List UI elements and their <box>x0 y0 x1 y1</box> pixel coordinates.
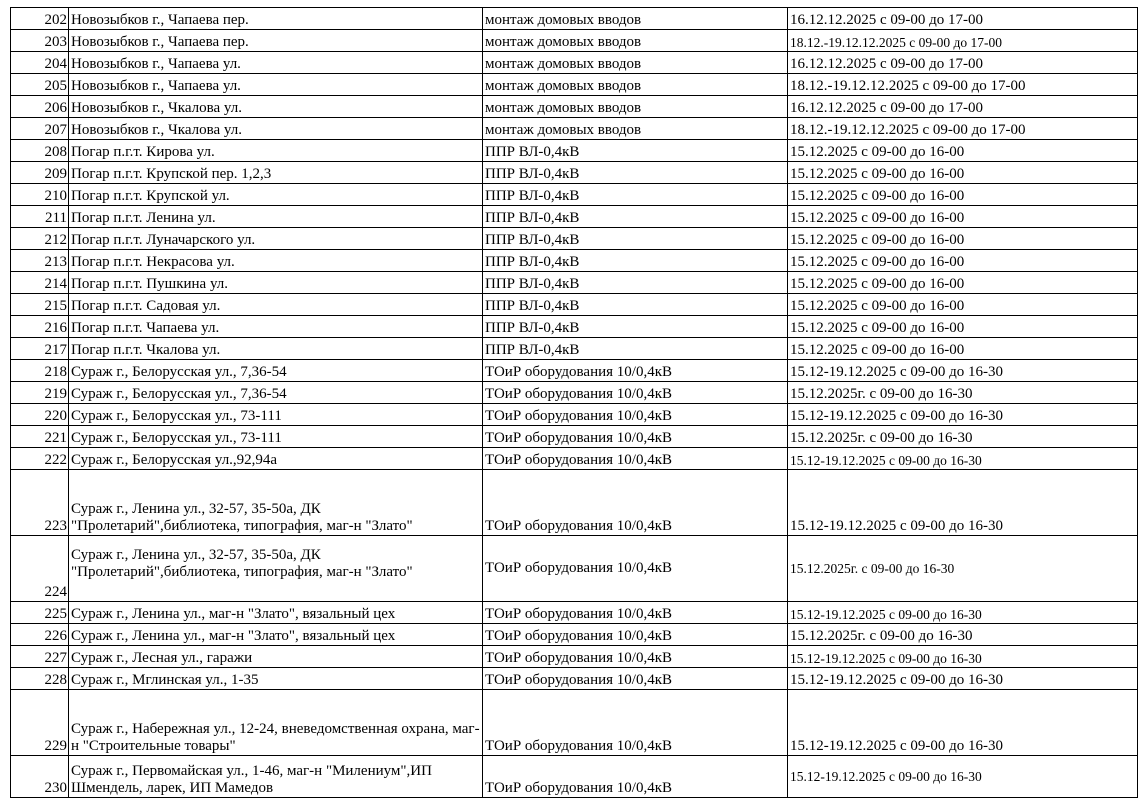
row-number: 202 <box>11 8 69 30</box>
date-time-cell: 18.12.-19.12.12.2025 с 09-00 до 17-00 <box>788 30 1138 52</box>
date-time-cell: 15.12.2025 с 09-00 до 16-00 <box>788 338 1138 360</box>
row-number: 219 <box>11 382 69 404</box>
table-row <box>11 756 1138 798</box>
address-cell: Погар п.г.т. Некрасова ул. <box>69 250 483 272</box>
table-row <box>11 140 1138 162</box>
work-type-cell: ППР ВЛ-0,4кВ <box>483 250 788 272</box>
date-time-cell: 15.12.2025 с 09-00 до 16-00 <box>788 140 1138 162</box>
row-number: 211 <box>11 206 69 228</box>
work-type-cell: ТОиР оборудования 10/0,4кВ <box>483 470 788 536</box>
row-number: 230 <box>11 756 69 798</box>
date-time-cell: 15.12.2025г. с 09-00 до 16-30 <box>788 426 1138 448</box>
work-type-cell: ППР ВЛ-0,4кВ <box>483 184 788 206</box>
date-time-cell: 18.12.-19.12.12.2025 с 09-00 до 17-00 <box>788 118 1138 140</box>
work-type-cell: монтаж домовых вводов <box>483 118 788 140</box>
date-time-cell: 15.12-19.12.2025 с 09-00 до 16-30 <box>788 360 1138 382</box>
work-type-cell: ППР ВЛ-0,4кВ <box>483 228 788 250</box>
row-number: 223 <box>11 470 69 536</box>
work-type-cell: ППР ВЛ-0,4кВ <box>483 316 788 338</box>
date-time-cell: 18.12.-19.12.12.2025 с 09-00 до 17-00 <box>788 74 1138 96</box>
work-type-cell: ТОиР оборудования 10/0,4кВ <box>483 382 788 404</box>
work-type-cell: ТОиР оборудования 10/0,4кВ <box>483 448 788 470</box>
table-row <box>11 228 1138 250</box>
work-type-cell: ППР ВЛ-0,4кВ <box>483 140 788 162</box>
work-type-cell: ППР ВЛ-0,4кВ <box>483 272 788 294</box>
work-type-cell: ППР ВЛ-0,4кВ <box>483 338 788 360</box>
address-cell: Сураж г., Первомайская ул., 1-46, маг-н "Милениум",ИП Шмендель, ларек, ИП Мамедов <box>69 756 483 798</box>
table-row <box>11 52 1138 74</box>
address-cell: Погар п.г.т. Луначарского ул. <box>69 228 483 250</box>
row-number: 214 <box>11 272 69 294</box>
date-time-cell: 15.12.2025 с 09-00 до 16-00 <box>788 162 1138 184</box>
table-row <box>11 646 1138 668</box>
row-number: 222 <box>11 448 69 470</box>
date-time-cell: 15.12-19.12.2025 с 09-00 до 16-30 <box>788 448 1138 470</box>
address-cell: Сураж г., Белорусская ул.,92,94а <box>69 448 483 470</box>
table-row <box>11 536 1138 602</box>
address-cell: Погар п.г.т. Садовая ул. <box>69 294 483 316</box>
address-cell: Погар п.г.т. Ленина ул. <box>69 206 483 228</box>
address-cell: Сураж г., Белорусская ул., 7,36-54 <box>69 382 483 404</box>
row-number: 210 <box>11 184 69 206</box>
address-cell: Сураж г., Ленина ул., маг-н "Злато", вязальный цех <box>69 602 483 624</box>
table-row <box>11 8 1138 30</box>
work-type-cell: ТОиР оборудования 10/0,4кВ <box>483 426 788 448</box>
table-row <box>11 690 1138 756</box>
address-cell: Новозыбков г., Чапаева пер. <box>69 8 483 30</box>
table-row <box>11 206 1138 228</box>
date-time-cell: 15.12.2025г. с 09-00 до 16-30 <box>788 624 1138 646</box>
work-type-cell: ТОиР оборудования 10/0,4кВ <box>483 624 788 646</box>
work-type-cell: ТОиР оборудования 10/0,4кВ <box>483 536 788 602</box>
date-time-cell: 15.12-19.12.2025 с 09-00 до 16-30 <box>788 602 1138 624</box>
work-type-cell: монтаж домовых вводов <box>483 30 788 52</box>
row-number: 213 <box>11 250 69 272</box>
table-row <box>11 624 1138 646</box>
date-time-cell: 15.12.2025 с 09-00 до 16-00 <box>788 228 1138 250</box>
address-cell: Сураж г., Белорусская ул., 7,36-54 <box>69 360 483 382</box>
row-number: 221 <box>11 426 69 448</box>
row-number: 208 <box>11 140 69 162</box>
address-cell: Новозыбков г., Чапаева пер. <box>69 30 483 52</box>
table-row <box>11 118 1138 140</box>
date-time-cell: 15.12-19.12.2025 с 09-00 до 16-30 <box>788 756 1138 798</box>
row-number: 229 <box>11 690 69 756</box>
date-time-cell: 15.12.2025 с 09-00 до 16-00 <box>788 184 1138 206</box>
work-type-cell: ТОиР оборудования 10/0,4кВ <box>483 756 788 798</box>
table-row <box>11 294 1138 316</box>
work-type-cell: монтаж домовых вводов <box>483 8 788 30</box>
table-row <box>11 184 1138 206</box>
row-number: 227 <box>11 646 69 668</box>
work-type-cell: ТОиР оборудования 10/0,4кВ <box>483 668 788 690</box>
address-cell: Погар п.г.т. Кирова ул. <box>69 140 483 162</box>
date-time-cell: 15.12.2025 с 09-00 до 16-00 <box>788 206 1138 228</box>
address-cell: Сураж г., Набережная ул., 12-24, вневедомственная охрана, маг-н "Строительные товары" <box>69 690 483 756</box>
date-time-cell: 15.12.2025 с 09-00 до 16-00 <box>788 316 1138 338</box>
outage-schedule-table <box>10 7 1138 798</box>
row-number: 206 <box>11 96 69 118</box>
address-cell: Погар п.г.т. Чапаева ул. <box>69 316 483 338</box>
work-type-cell: ППР ВЛ-0,4кВ <box>483 294 788 316</box>
work-type-cell: монтаж домовых вводов <box>483 96 788 118</box>
date-time-cell: 15.12-19.12.2025 с 09-00 до 16-30 <box>788 668 1138 690</box>
row-number: 209 <box>11 162 69 184</box>
date-time-cell: 16.12.12.2025 с 09-00 до 17-00 <box>788 8 1138 30</box>
table-row <box>11 382 1138 404</box>
address-cell: Новозыбков г., Чкалова ул. <box>69 118 483 140</box>
row-number: 220 <box>11 404 69 426</box>
table-row <box>11 360 1138 382</box>
work-type-cell: ППР ВЛ-0,4кВ <box>483 206 788 228</box>
address-cell: Погар п.г.т. Пушкина ул. <box>69 272 483 294</box>
row-number: 225 <box>11 602 69 624</box>
row-number: 212 <box>11 228 69 250</box>
address-cell: Сураж г., Белорусская ул., 73-111 <box>69 426 483 448</box>
work-type-cell: ТОиР оборудования 10/0,4кВ <box>483 690 788 756</box>
address-cell: Погар п.г.т. Крупской ул. <box>69 184 483 206</box>
date-time-cell: 15.12.2025 с 09-00 до 16-00 <box>788 294 1138 316</box>
table-row <box>11 404 1138 426</box>
work-type-cell: ТОиР оборудования 10/0,4кВ <box>483 646 788 668</box>
date-time-cell: 15.12.2025 с 09-00 до 16-00 <box>788 250 1138 272</box>
date-time-cell: 15.12-19.12.2025 с 09-00 до 16-30 <box>788 470 1138 536</box>
table-row <box>11 602 1138 624</box>
table-row <box>11 30 1138 52</box>
date-time-cell: 15.12-19.12.2025 с 09-00 до 16-30 <box>788 404 1138 426</box>
row-number: 203 <box>11 30 69 52</box>
date-time-cell: 15.12.2025 с 09-00 до 16-00 <box>788 272 1138 294</box>
date-time-cell: 15.12.2025г. с 09-00 до 16-30 <box>788 536 1138 602</box>
date-time-cell: 16.12.12.2025 с 09-00 до 17-00 <box>788 52 1138 74</box>
address-cell: Сураж г., Ленина ул., маг-н "Злато", вязальный цех <box>69 624 483 646</box>
table-row <box>11 426 1138 448</box>
table-row <box>11 448 1138 470</box>
row-number: 217 <box>11 338 69 360</box>
table-row <box>11 96 1138 118</box>
table-row <box>11 250 1138 272</box>
table-row <box>11 316 1138 338</box>
table-row <box>11 668 1138 690</box>
table-row <box>11 162 1138 184</box>
row-number: 224 <box>11 536 69 602</box>
date-time-cell: 16.12.12.2025 с 09-00 до 17-00 <box>788 96 1138 118</box>
address-cell: Сураж г., Ленина ул., 32-57, 35-50а, ДК "Пролетарий",библиотека, типография, маг-н "Злато" <box>69 470 483 536</box>
address-cell: Новозыбков г., Чапаева ул. <box>69 74 483 96</box>
work-type-cell: ТОиР оборудования 10/0,4кВ <box>483 360 788 382</box>
address-cell: Сураж г., Лесная ул., гаражи <box>69 646 483 668</box>
address-cell: Новозыбков г., Чапаева ул. <box>69 52 483 74</box>
work-type-cell: ТОиР оборудования 10/0,4кВ <box>483 404 788 426</box>
work-type-cell: монтаж домовых вводов <box>483 52 788 74</box>
row-number: 228 <box>11 668 69 690</box>
row-number: 218 <box>11 360 69 382</box>
table-row <box>11 470 1138 536</box>
address-cell: Погар п.г.т. Крупской пер. 1,2,3 <box>69 162 483 184</box>
address-cell: Погар п.г.т. Чкалова ул. <box>69 338 483 360</box>
row-number: 226 <box>11 624 69 646</box>
date-time-cell: 15.12-19.12.2025 с 09-00 до 16-30 <box>788 646 1138 668</box>
address-cell: Новозыбков г., Чкалова ул. <box>69 96 483 118</box>
address-cell: Сураж г., Мглинская ул., 1-35 <box>69 668 483 690</box>
address-cell: Сураж г., Белорусская ул., 73-111 <box>69 404 483 426</box>
work-type-cell: монтаж домовых вводов <box>483 74 788 96</box>
date-time-cell: 15.12.2025г. с 09-00 до 16-30 <box>788 382 1138 404</box>
work-type-cell: ППР ВЛ-0,4кВ <box>483 162 788 184</box>
row-number: 205 <box>11 74 69 96</box>
row-number: 215 <box>11 294 69 316</box>
date-time-cell: 15.12-19.12.2025 с 09-00 до 16-30 <box>788 690 1138 756</box>
table-row <box>11 338 1138 360</box>
row-number: 216 <box>11 316 69 338</box>
work-type-cell: ТОиР оборудования 10/0,4кВ <box>483 602 788 624</box>
table-row <box>11 74 1138 96</box>
row-number: 207 <box>11 118 69 140</box>
address-cell: Сураж г., Ленина ул., 32-57, 35-50а, ДК "Пролетарий",библиотека, типография, маг-н "Злато" <box>69 536 483 602</box>
table-row <box>11 272 1138 294</box>
row-number: 204 <box>11 52 69 74</box>
